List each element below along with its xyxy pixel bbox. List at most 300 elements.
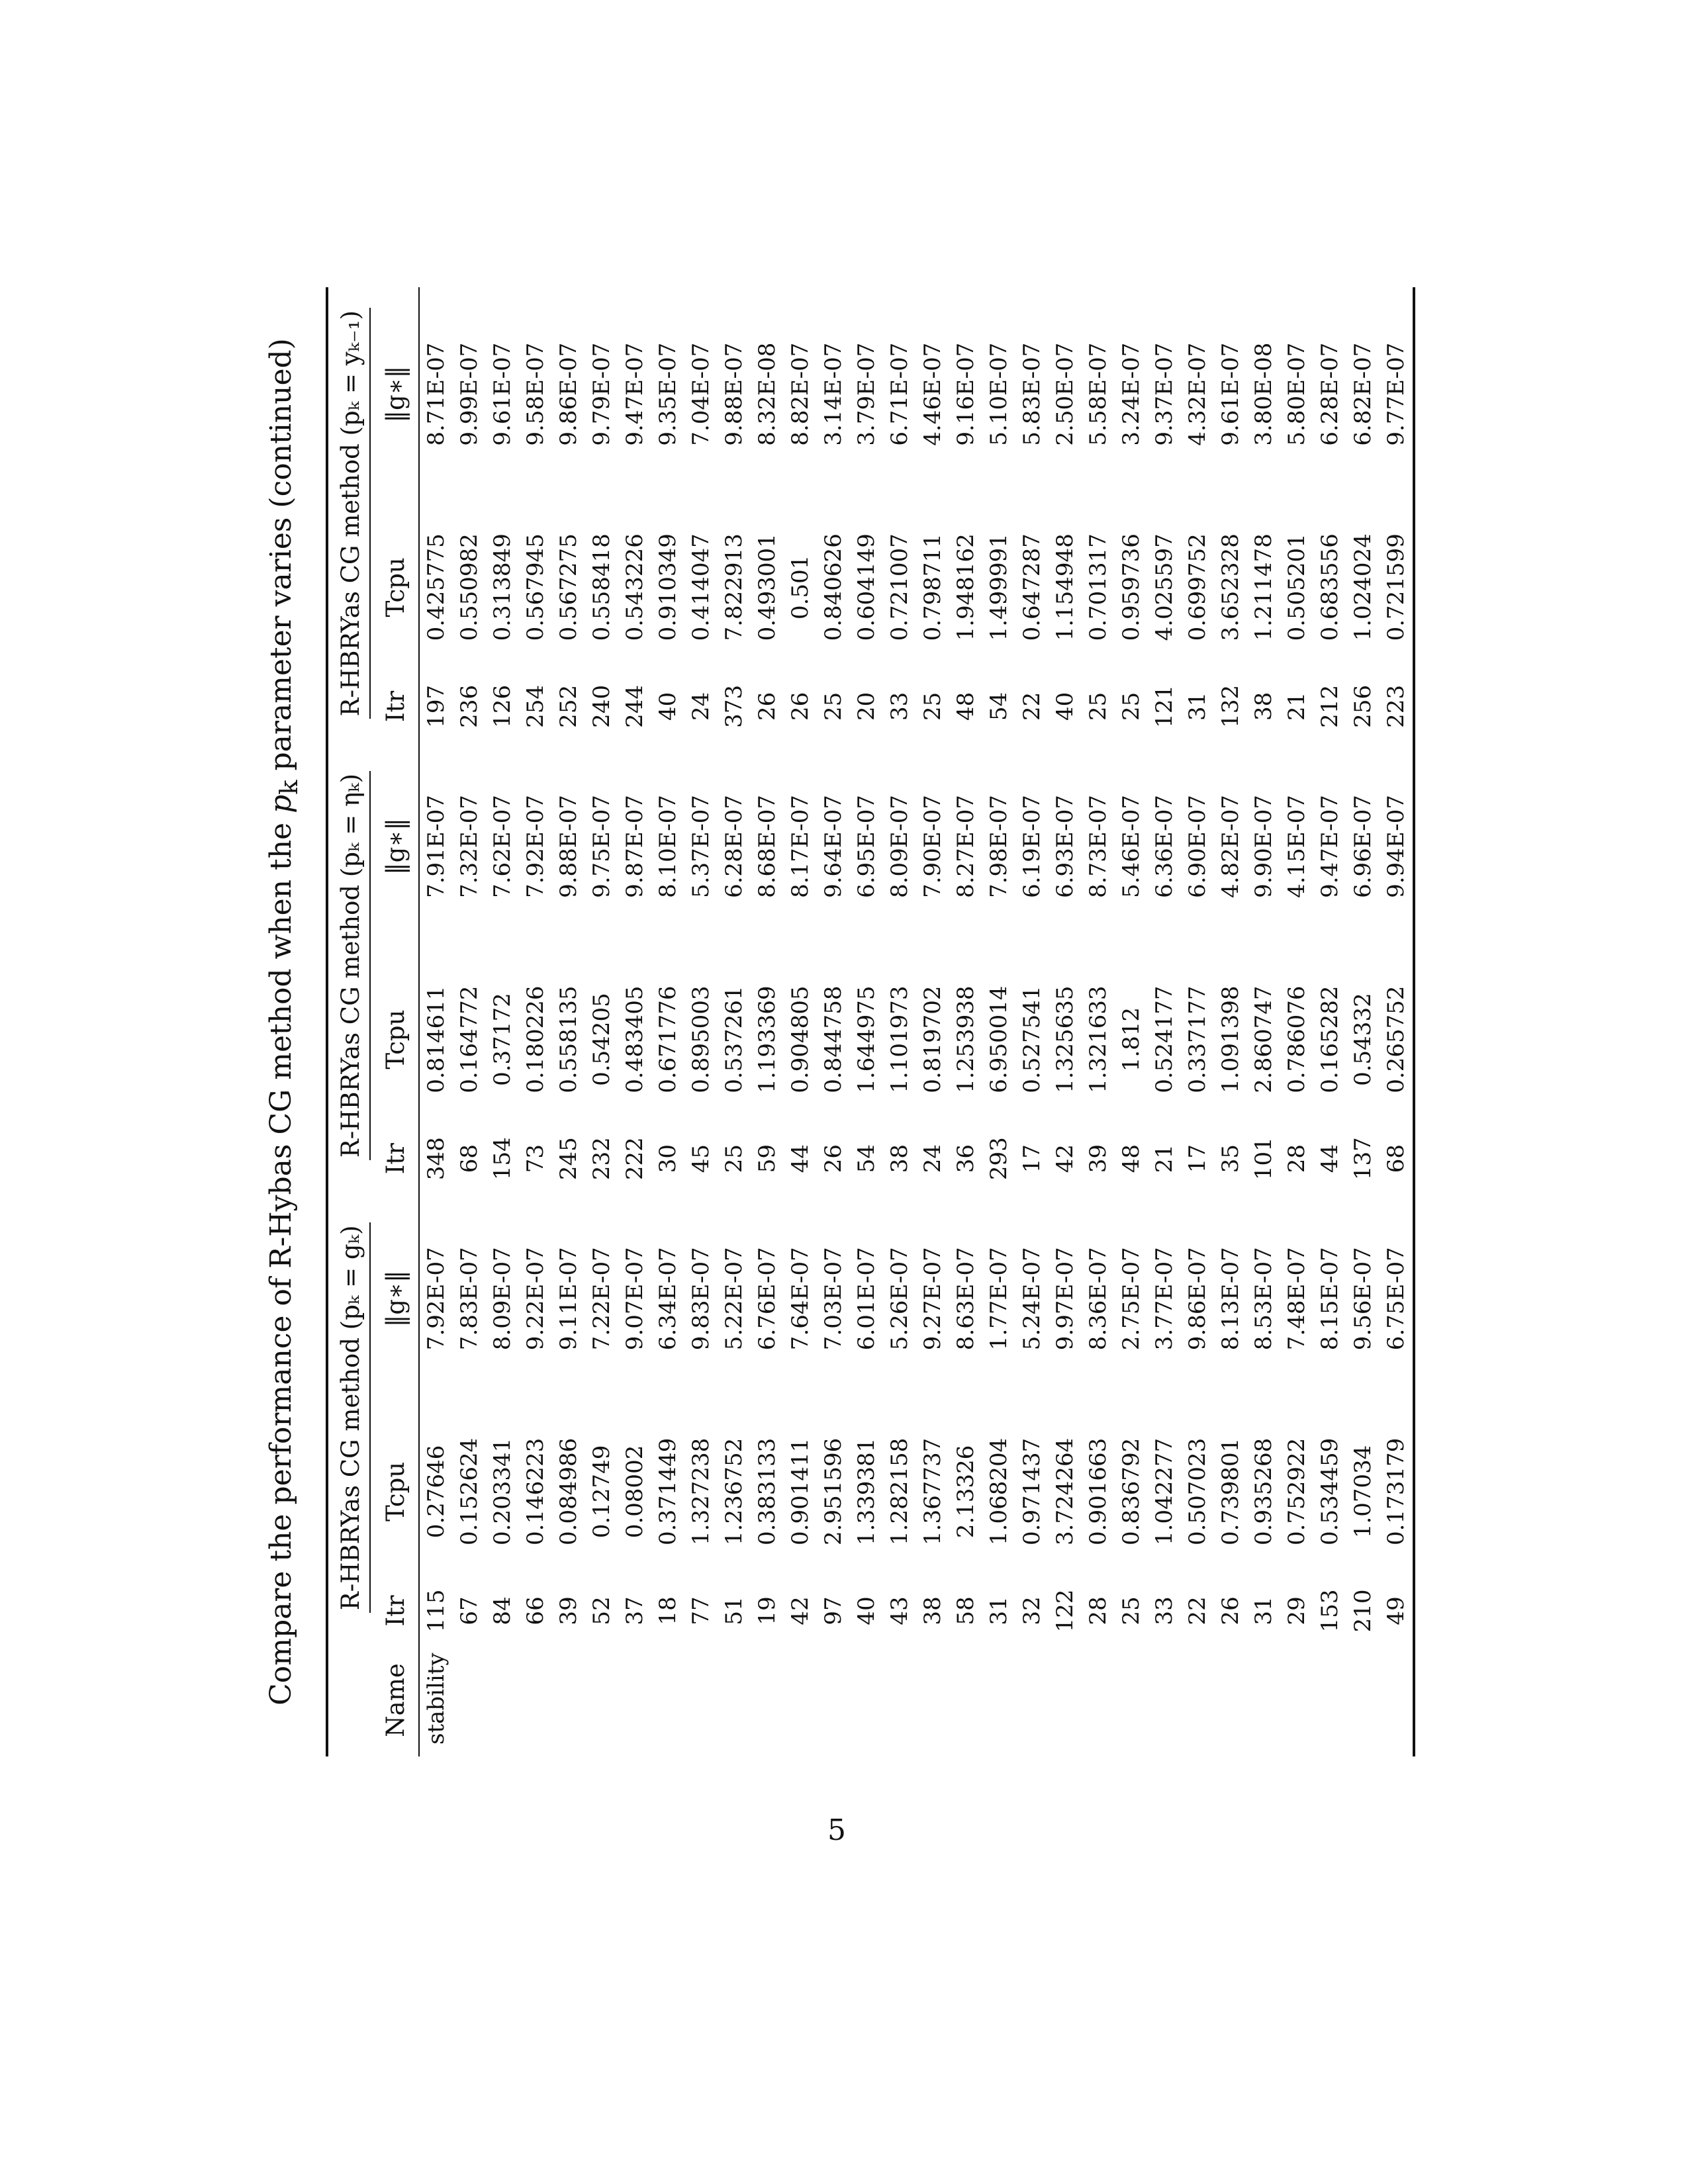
- cell-itr: 25: [1118, 1596, 1145, 1625]
- table-row: [519, 287, 552, 1756]
- cell-itr: 126: [489, 684, 516, 728]
- cell-itr: 132: [1217, 684, 1244, 728]
- table-row: [1082, 287, 1115, 1756]
- cell-itr: 49: [1380, 1578, 1414, 1644]
- cell-gnorm: 9.27E-07: [919, 1247, 946, 1351]
- cell-itr: 66: [522, 1596, 549, 1625]
- cell-gnorm: 5.37E-07: [688, 795, 714, 898]
- cell-gnorm: 6.28E-07: [1317, 342, 1343, 446]
- problem-name-cell: [1015, 1644, 1049, 1756]
- cell-gnorm: 8.27E-07: [953, 795, 979, 898]
- cell-tcpu: 0.558135: [555, 985, 582, 1093]
- cell-gnorm: 8.10E-07: [655, 795, 681, 898]
- cell-tcpu: 0.739801: [1217, 1437, 1244, 1545]
- cell-tcpu: 0.836792: [1118, 1437, 1145, 1545]
- cell-gnorm: 9.11E-07: [555, 1247, 582, 1351]
- cell-tcpu: 0.721599: [1380, 501, 1414, 673]
- table-row: [883, 287, 916, 1756]
- cell-gnorm: 5.46E-07: [1118, 795, 1145, 898]
- cell-tcpu: 1.282158: [886, 1437, 913, 1545]
- cell-itr: 97: [820, 1596, 847, 1625]
- cell-tcpu: 1.042277: [1151, 1437, 1178, 1545]
- table-row: [916, 287, 949, 1756]
- cell-gnorm: 9.56E-07: [1350, 1247, 1376, 1351]
- cell-tcpu: 0.567945: [522, 533, 549, 641]
- cell-gnorm: 9.94E-07: [1380, 739, 1414, 953]
- cell-tcpu: 0.165282: [1317, 985, 1343, 1093]
- cell-tcpu: 7.822913: [721, 533, 747, 641]
- cell-tcpu: 0.527541: [1019, 985, 1045, 1093]
- cell-tcpu: 0.701317: [1085, 533, 1111, 641]
- problem-name-cell: [817, 1644, 850, 1756]
- problem-name-cell: [982, 1644, 1015, 1756]
- cell-tcpu: 0.901411: [787, 1437, 814, 1545]
- cell-itr: 25: [1085, 692, 1111, 721]
- cell-gnorm: 7.92E-07: [522, 795, 549, 898]
- cell-gnorm: 9.58E-07: [522, 342, 549, 446]
- cell-itr: 77: [688, 1596, 714, 1625]
- table-row: [419, 287, 453, 1756]
- cell-tcpu: 1.101973: [886, 985, 913, 1093]
- cell-itr: 122: [1052, 1589, 1078, 1633]
- problem-name-cell: [751, 1644, 784, 1756]
- cell-itr: 32: [1019, 1596, 1045, 1625]
- cell-gnorm: 8.63E-07: [953, 1247, 979, 1351]
- cell-tcpu: 0.507023: [1184, 1437, 1211, 1545]
- cell-tcpu: 0.904805: [787, 985, 814, 1093]
- cell-gnorm: 9.99E-07: [456, 342, 483, 446]
- cell-tcpu: 1.644975: [853, 985, 880, 1093]
- cell-itr: 22: [1019, 692, 1045, 721]
- cell-tcpu: 0.54332: [1350, 993, 1376, 1086]
- cell-itr: 232: [588, 1137, 615, 1181]
- cell-itr: 17: [1184, 1144, 1211, 1173]
- problem-name-cell: [1280, 1644, 1313, 1756]
- cell-gnorm: 7.91E-07: [423, 795, 449, 898]
- cell-itr: 59: [754, 1144, 780, 1173]
- cell-gnorm: 7.04E-07: [688, 342, 714, 446]
- cell-itr: 54: [986, 692, 1012, 721]
- table-row: [1181, 287, 1214, 1756]
- cell-itr: 21: [1151, 1144, 1178, 1173]
- cell-tcpu: 0.203341: [489, 1437, 516, 1545]
- table-row: [585, 287, 618, 1756]
- table-row: [651, 287, 684, 1756]
- caption-variable: p: [264, 794, 298, 813]
- cell-itr: 26: [754, 692, 780, 721]
- table-row: [1346, 287, 1380, 1756]
- cell-itr: 25: [721, 1144, 747, 1173]
- problem-name-cell: [784, 1644, 817, 1756]
- cell-tcpu: 1.091398: [1217, 985, 1244, 1093]
- cell-itr: 39: [555, 1596, 582, 1625]
- cell-gnorm: 5.80E-07: [1284, 342, 1310, 446]
- cell-tcpu: 0.524177: [1151, 985, 1178, 1093]
- cell-gnorm: 8.68E-07: [754, 795, 780, 898]
- cell-gnorm: 7.22E-07: [588, 1247, 615, 1351]
- table-row: [982, 287, 1015, 1756]
- cell-itr: 22: [1184, 1596, 1211, 1625]
- cell-itr: 236: [456, 684, 483, 728]
- cell-tcpu: 0.37172: [489, 993, 516, 1086]
- cell-gnorm: 6.19E-07: [1019, 795, 1045, 898]
- cell-gnorm: 5.26E-07: [886, 1247, 913, 1351]
- cell-itr: 293: [986, 1137, 1012, 1181]
- cell-gnorm: 8.82E-07: [787, 342, 814, 446]
- cell-gnorm: 6.90E-07: [1184, 795, 1211, 898]
- problem-name-cell: [486, 1644, 519, 1756]
- cell-gnorm: 9.61E-07: [1217, 342, 1244, 446]
- group-header-etak-label: R-HBRYas CG method (pₖ = ηₖ): [332, 771, 371, 1160]
- cell-gnorm: 7.92E-07: [423, 1247, 449, 1351]
- cell-tcpu: 0.265752: [1380, 954, 1414, 1126]
- problem-name-cell: [1115, 1644, 1148, 1756]
- cell-tcpu: 1.339381: [853, 1437, 880, 1545]
- problem-name-cell: [1214, 1644, 1247, 1756]
- column-header-itr: Itr: [373, 1578, 419, 1644]
- cell-tcpu: 0.54205: [588, 993, 615, 1086]
- cell-gnorm: 9.37E-07: [1151, 342, 1178, 446]
- page-number: 5: [827, 1813, 846, 1847]
- cell-tcpu: 1.325635: [1052, 985, 1078, 1093]
- cell-gnorm: 9.86E-07: [555, 342, 582, 446]
- cell-itr: 44: [787, 1144, 814, 1173]
- cell-itr: 154: [489, 1137, 516, 1181]
- cell-tcpu: 3.724264: [1052, 1437, 1078, 1545]
- cell-gnorm: 9.47E-07: [1317, 795, 1343, 898]
- cell-itr: 68: [456, 1144, 483, 1173]
- cell-itr: 48: [953, 692, 979, 721]
- table-row: [1115, 287, 1148, 1756]
- cell-tcpu: 2.860747: [1250, 985, 1277, 1093]
- rotated-page-content: [252, 287, 1417, 1756]
- problem-name-cell: [1247, 1644, 1280, 1756]
- cell-gnorm: 4.15E-07: [1284, 795, 1310, 898]
- cell-gnorm: 6.75E-07: [1380, 1192, 1414, 1406]
- cell-itr: 31: [1250, 1596, 1277, 1625]
- cell-gnorm: 2.50E-07: [1052, 342, 1078, 446]
- cell-tcpu: 0.699752: [1184, 533, 1211, 641]
- cell-itr: 101: [1250, 1137, 1277, 1181]
- cell-itr: 39: [1085, 1144, 1111, 1173]
- cell-itr: 84: [489, 1596, 516, 1625]
- cell-tcpu: 0.425775: [423, 533, 449, 641]
- problem-name-cell: [684, 1644, 718, 1756]
- cell-gnorm: 9.16E-07: [953, 342, 979, 446]
- cell-tcpu: 0.414047: [688, 533, 714, 641]
- problem-name-cell: [718, 1644, 751, 1756]
- cell-itr: 153: [1317, 1589, 1343, 1633]
- cell-tcpu: 0.534459: [1317, 1437, 1343, 1545]
- cell-itr: 40: [853, 1596, 880, 1625]
- cell-tcpu: 0.12749: [588, 1445, 615, 1539]
- cell-tcpu: 0.814611: [423, 985, 449, 1093]
- cell-tcpu: 0.084986: [555, 1437, 582, 1545]
- table-row: [1280, 287, 1313, 1756]
- cell-tcpu: 0.798711: [919, 533, 946, 641]
- table-row: [850, 287, 883, 1756]
- cell-itr: 373: [721, 684, 747, 728]
- cell-itr: 40: [655, 692, 681, 721]
- problem-name-cell: [1380, 1644, 1414, 1756]
- cell-tcpu: 0.819702: [919, 985, 946, 1093]
- table-row: [817, 287, 850, 1756]
- cell-gnorm: 8.36E-07: [1085, 1247, 1111, 1351]
- results-table-container: [326, 287, 1415, 1756]
- cell-gnorm: 9.77E-07: [1380, 287, 1414, 501]
- cell-itr: 25: [919, 692, 946, 721]
- cell-tcpu: 1.154948: [1052, 533, 1078, 641]
- cell-gnorm: 9.61E-07: [489, 342, 516, 446]
- cell-gnorm: 7.48E-07: [1284, 1247, 1310, 1351]
- cell-gnorm: 6.28E-07: [721, 795, 747, 898]
- cell-tcpu: 0.180226: [522, 985, 549, 1093]
- cell-itr: 115: [423, 1589, 449, 1633]
- cell-itr: 54: [853, 1144, 880, 1173]
- cell-tcpu: 0.164772: [456, 985, 483, 1093]
- cell-tcpu: 0.558418: [588, 533, 615, 641]
- cell-itr: 210: [1350, 1589, 1376, 1633]
- column-header-tcpu: Tcpu: [373, 954, 419, 1126]
- cell-tcpu: 0.895003: [688, 985, 714, 1093]
- cell-itr: 33: [1151, 1596, 1178, 1625]
- problem-name-cell: [916, 1644, 949, 1756]
- cell-tcpu: 0.604149: [853, 533, 880, 641]
- results-table: [326, 287, 1415, 1756]
- cell-tcpu: 0.840626: [820, 533, 847, 641]
- cell-itr: 37: [622, 1596, 648, 1625]
- cell-gnorm: 9.83E-07: [688, 1247, 714, 1351]
- cell-itr: 121: [1151, 684, 1178, 728]
- cell-itr: 19: [754, 1596, 780, 1625]
- column-header-tcpu: Tcpu: [373, 501, 419, 673]
- cell-gnorm: 9.88E-07: [721, 342, 747, 446]
- problem-name-cell: [1346, 1644, 1380, 1756]
- cell-gnorm: 6.71E-07: [886, 342, 913, 446]
- cell-itr: 35: [1217, 1144, 1244, 1173]
- cell-itr: 51: [721, 1596, 747, 1625]
- cell-tcpu: 0.383133: [754, 1437, 780, 1545]
- table-row: [684, 287, 718, 1756]
- cell-tcpu: 0.935268: [1250, 1437, 1277, 1545]
- problem-name-cell: [883, 1644, 916, 1756]
- table-row: [949, 287, 982, 1756]
- problem-name-cell: [519, 1644, 552, 1756]
- cell-gnorm: 8.73E-07: [1085, 795, 1111, 898]
- cell-tcpu: 1.253938: [953, 985, 979, 1093]
- cell-gnorm: 5.83E-07: [1019, 342, 1045, 446]
- cell-itr: 137: [1350, 1137, 1376, 1181]
- cell-itr: 38: [1250, 692, 1277, 721]
- name-column-header: Name: [373, 1644, 419, 1756]
- table-row: [1049, 287, 1082, 1756]
- cell-gnorm: 9.75E-07: [588, 795, 615, 898]
- cell-itr: 240: [588, 684, 615, 728]
- cell-tcpu: 0.567275: [555, 533, 582, 641]
- problem-name-cell: [1049, 1644, 1082, 1756]
- cell-itr: 256: [1350, 684, 1376, 728]
- cell-itr: 17: [1019, 1144, 1045, 1173]
- cell-itr: 67: [456, 1596, 483, 1625]
- cell-gnorm: 5.22E-07: [721, 1247, 747, 1351]
- cell-gnorm: 4.32E-07: [1184, 342, 1211, 446]
- cell-tcpu: 0.786076: [1284, 985, 1310, 1093]
- cell-gnorm: 6.76E-07: [754, 1247, 780, 1351]
- cell-gnorm: 8.09E-07: [489, 1247, 516, 1351]
- cell-gnorm: 8.09E-07: [886, 795, 913, 898]
- cell-itr: 245: [555, 1137, 582, 1181]
- problem-name-cell: [453, 1644, 486, 1756]
- cell-tcpu: 0.493001: [754, 533, 780, 641]
- cell-itr: 254: [522, 684, 549, 728]
- cell-gnorm: 3.24E-07: [1118, 342, 1145, 446]
- cell-tcpu: 0.901663: [1085, 1437, 1111, 1545]
- problem-name-cell: [1148, 1644, 1181, 1756]
- column-header-itr: Itr: [373, 673, 419, 739]
- cell-gnorm: 7.03E-07: [820, 1247, 847, 1351]
- cell-gnorm: 3.14E-07: [820, 342, 847, 446]
- cell-itr: 52: [588, 1596, 615, 1625]
- cell-tcpu: 0.721007: [886, 533, 913, 641]
- cell-gnorm: 6.96E-07: [1350, 795, 1376, 898]
- cell-itr: 212: [1317, 684, 1343, 728]
- problem-name-cell: [651, 1644, 684, 1756]
- cell-tcpu: 0.501: [787, 555, 814, 619]
- cell-tcpu: 1.327238: [688, 1437, 714, 1545]
- cell-gnorm: 5.10E-07: [986, 342, 1012, 446]
- cell-gnorm: 8.32E-08: [754, 342, 780, 446]
- cell-tcpu: 0.844758: [820, 985, 847, 1093]
- cell-tcpu: 6.950014: [986, 985, 1012, 1093]
- cell-itr: 24: [688, 692, 714, 721]
- cell-tcpu: 1.07034: [1350, 1445, 1376, 1539]
- caption-subscript: k: [274, 780, 303, 795]
- cell-itr: 38: [919, 1596, 946, 1625]
- cell-itr: 24: [919, 1144, 946, 1173]
- column-header-tcpu: Tcpu: [373, 1406, 419, 1578]
- cell-gnorm: 9.22E-07: [522, 1247, 549, 1351]
- cell-itr: 45: [688, 1144, 714, 1173]
- cell-gnorm: 9.47E-07: [622, 342, 648, 446]
- cell-itr: 28: [1085, 1596, 1111, 1625]
- group-header-yk-label: R-HBRYas CG method (pₖ = yₖ₋₁): [332, 308, 371, 719]
- cell-gnorm: 2.75E-07: [1118, 1247, 1145, 1351]
- column-header-gnorm: ‖g∗‖: [373, 287, 419, 501]
- cell-tcpu: 1.236752: [721, 1437, 747, 1545]
- cell-itr: 244: [622, 684, 648, 728]
- cell-gnorm: 9.86E-07: [1184, 1247, 1211, 1351]
- column-header-itr: Itr: [373, 1126, 419, 1192]
- cell-itr: 222: [622, 1137, 648, 1181]
- cell-itr: 58: [953, 1596, 979, 1625]
- cell-itr: 18: [655, 1596, 681, 1625]
- cell-tcpu: 2.951596: [820, 1437, 847, 1545]
- cell-tcpu: 3.652328: [1217, 533, 1244, 641]
- cell-gnorm: 9.79E-07: [588, 342, 615, 446]
- cell-tcpu: 0.08002: [622, 1445, 648, 1539]
- cell-gnorm: 5.58E-07: [1085, 342, 1111, 446]
- cell-gnorm: 7.32E-07: [456, 795, 483, 898]
- table-row: [1313, 287, 1346, 1756]
- table-row: [486, 287, 519, 1756]
- group-header-etak: [327, 739, 373, 1191]
- problem-name-cell: [585, 1644, 618, 1756]
- cell-tcpu: 0.483405: [622, 985, 648, 1093]
- cell-itr: 43: [886, 1596, 913, 1625]
- problem-name-cell: [1082, 1644, 1115, 1756]
- table-row: [751, 287, 784, 1756]
- cell-itr: 73: [522, 1144, 549, 1173]
- cell-tcpu: 2.13326: [953, 1445, 979, 1539]
- cell-gnorm: 7.62E-07: [489, 795, 516, 898]
- cell-itr: 48: [1118, 1144, 1145, 1173]
- cell-tcpu: 1.321633: [1085, 985, 1111, 1093]
- cell-itr: 25: [820, 692, 847, 721]
- table-row: [718, 287, 751, 1756]
- cell-tcpu: 0.647287: [1019, 533, 1045, 641]
- cell-itr: 31: [1184, 692, 1211, 721]
- cell-tcpu: 0.959736: [1118, 533, 1145, 641]
- cell-gnorm: 6.01E-07: [853, 1247, 880, 1351]
- cell-gnorm: 9.88E-07: [555, 795, 582, 898]
- cell-itr: 40: [1052, 692, 1078, 721]
- cell-gnorm: 9.35E-07: [655, 342, 681, 446]
- cell-itr: 31: [986, 1596, 1012, 1625]
- cell-tcpu: 0.152624: [456, 1437, 483, 1545]
- cell-gnorm: 8.71E-07: [423, 342, 449, 446]
- cell-itr: 25: [1118, 692, 1145, 721]
- column-header-gnorm: ‖g∗‖: [373, 739, 419, 953]
- cell-tcpu: 0.313849: [489, 533, 516, 641]
- problem-name-cell: [1181, 1644, 1214, 1756]
- cell-tcpu: 0.910349: [655, 533, 681, 641]
- cell-itr: 42: [787, 1596, 814, 1625]
- cell-tcpu: 1.211478: [1250, 533, 1277, 641]
- cell-gnorm: 9.07E-07: [622, 1247, 648, 1351]
- cell-itr: 33: [886, 692, 913, 721]
- cell-itr: 21: [1284, 692, 1310, 721]
- cell-itr: 20: [853, 692, 880, 721]
- cell-tcpu: 0.550982: [456, 533, 483, 641]
- cell-itr: 68: [1380, 1126, 1414, 1192]
- group-header-gk-label: R-HBRYas CG method (pₖ = gₖ): [332, 1222, 371, 1613]
- caption-suffix: parameter varies (continued): [264, 338, 298, 780]
- cell-itr: 42: [1052, 1144, 1078, 1173]
- cell-gnorm: 5.24E-07: [1019, 1247, 1045, 1351]
- cell-tcpu: 0.337177: [1184, 985, 1211, 1093]
- cell-tcpu: 0.543226: [622, 533, 648, 641]
- cell-itr: 26: [787, 692, 814, 721]
- table-row: [1148, 287, 1181, 1756]
- cell-gnorm: 6.95E-07: [853, 795, 880, 898]
- cell-itr: 30: [655, 1144, 681, 1173]
- cell-gnorm: 3.77E-07: [1151, 1247, 1178, 1351]
- cell-gnorm: 7.64E-07: [787, 1247, 814, 1351]
- cell-tcpu: 1.024024: [1350, 533, 1376, 641]
- cell-gnorm: 1.77E-07: [986, 1247, 1012, 1351]
- problem-name-cell: [552, 1644, 585, 1756]
- cell-gnorm: 9.97E-07: [1052, 1247, 1078, 1351]
- table-row: [1015, 287, 1049, 1756]
- cell-gnorm: 3.79E-07: [853, 342, 880, 446]
- cell-tcpu: 1.367737: [919, 1437, 946, 1545]
- cell-itr: 197: [423, 684, 449, 728]
- table-row: [453, 287, 486, 1756]
- cell-gnorm: 9.90E-07: [1250, 795, 1277, 898]
- table-row: [552, 287, 585, 1756]
- cell-tcpu: 0.371449: [655, 1437, 681, 1545]
- cell-itr: 36: [953, 1144, 979, 1173]
